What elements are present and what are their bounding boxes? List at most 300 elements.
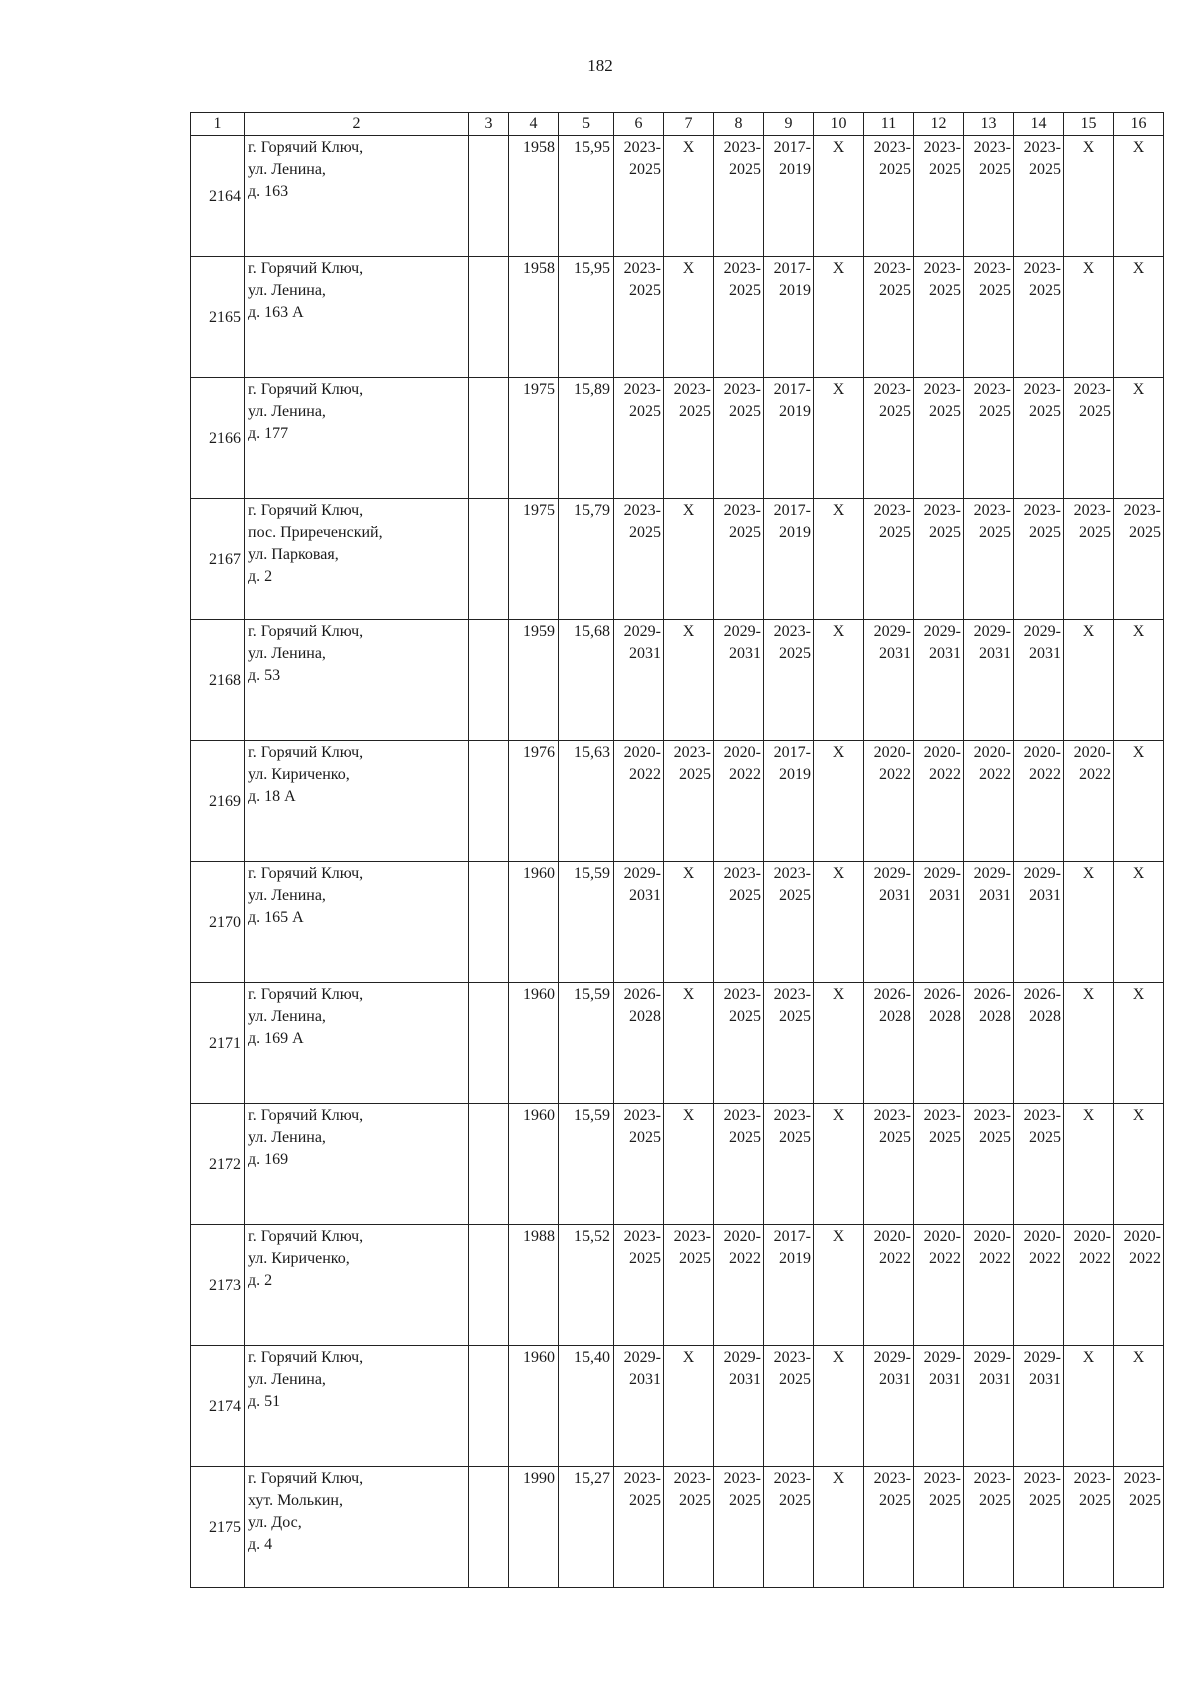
row-number: 2172 [191, 1104, 245, 1225]
period-cell [1114, 1225, 1164, 1346]
address-line: г. Горячий Ключ, [248, 381, 364, 398]
period-cell [764, 136, 814, 257]
period-cell: Х [1064, 620, 1114, 741]
period-cell [714, 1225, 764, 1346]
address-line: д. 2 [248, 1272, 273, 1289]
period-cell: Х [664, 499, 714, 620]
period-cell [964, 1104, 1014, 1225]
period-value: 2029- 2031 [973, 623, 1011, 662]
period-value: 2023- 2025 [623, 1228, 661, 1267]
period-value: 2020- 2022 [923, 1228, 961, 1267]
period-value: 2023- 2025 [1123, 502, 1161, 541]
period-cell [914, 1467, 964, 1588]
period-cell: Х [1064, 862, 1114, 983]
period-cell [914, 620, 964, 741]
address-line: ул. Парковая, [248, 546, 339, 563]
address-cell [245, 499, 469, 620]
period-cell [1014, 1467, 1064, 1588]
table-row [191, 378, 1164, 499]
period-value: 2023- 2025 [623, 139, 661, 178]
area-cell: 15,52 [559, 1225, 614, 1346]
column-3-cell [469, 136, 509, 257]
row-number: 2173 [191, 1225, 245, 1346]
period-value: 2029- 2031 [873, 865, 911, 904]
period-cell [1014, 1346, 1064, 1467]
period-cell [614, 1346, 664, 1467]
period-value: 2023- 2025 [673, 1228, 711, 1267]
address-cell [245, 862, 469, 983]
year-cell: 1960 [509, 862, 559, 983]
period-cell [614, 257, 664, 378]
year-cell: 1960 [509, 983, 559, 1104]
address-line: г. Горячий Ключ, [248, 1107, 364, 1124]
period-cell: Х [814, 499, 864, 620]
period-cell [764, 1346, 814, 1467]
period-value: 2017- 2019 [773, 744, 811, 783]
address-line: ул. Кириченко, [248, 766, 350, 783]
header-cell: 16 [1114, 113, 1164, 136]
header-cell: 2 [245, 113, 469, 136]
period-value: 2029- 2031 [623, 623, 661, 662]
period-cell: Х [1064, 257, 1114, 378]
period-value: 2023- 2025 [1123, 1470, 1161, 1509]
period-cell [714, 741, 764, 862]
period-value: 2023- 2025 [873, 260, 911, 299]
address-line: д. 163 [248, 183, 289, 200]
period-value: 2029- 2031 [923, 1349, 961, 1388]
period-value: 2023- 2025 [973, 1107, 1011, 1146]
period-cell [914, 499, 964, 620]
period-cell [914, 1225, 964, 1346]
area-cell: 15,59 [559, 1104, 614, 1225]
period-cell [714, 1104, 764, 1225]
period-cell [964, 257, 1014, 378]
address-line: г. Горячий Ключ, [248, 1349, 364, 1366]
period-cell [864, 257, 914, 378]
period-value: 2023- 2025 [1073, 1470, 1111, 1509]
period-value: 2023- 2025 [873, 381, 911, 420]
period-value: 2023- 2025 [1023, 260, 1061, 299]
period-cell: Х [664, 136, 714, 257]
address-cell [245, 1467, 469, 1588]
header-cell: 6 [614, 113, 664, 136]
period-cell [964, 741, 1014, 862]
period-value: 2023- 2025 [723, 139, 761, 178]
period-value: 2023- 2025 [773, 623, 811, 662]
period-cell [714, 378, 764, 499]
area-cell: 15,40 [559, 1346, 614, 1467]
period-cell [964, 136, 1014, 257]
period-cell [664, 1467, 714, 1588]
period-value: 2029- 2031 [923, 623, 961, 662]
address-line: хут. Молькин, [248, 1492, 343, 1509]
period-value: 2023- 2025 [773, 865, 811, 904]
period-cell: Х [664, 257, 714, 378]
period-cell: Х [1114, 1104, 1164, 1225]
period-value: 2029- 2031 [873, 623, 911, 662]
period-value: 2026- 2028 [623, 986, 661, 1025]
period-value: 2029- 2031 [623, 1349, 661, 1388]
period-cell [714, 499, 764, 620]
period-cell [764, 1467, 814, 1588]
period-value: 2023- 2025 [673, 744, 711, 783]
area-cell: 15,27 [559, 1467, 614, 1588]
period-cell [1064, 499, 1114, 620]
area-cell: 15,95 [559, 136, 614, 257]
period-value: 2023- 2025 [1023, 139, 1061, 178]
address-line: ул. Ленина, [248, 645, 326, 662]
area-cell: 15,63 [559, 741, 614, 862]
header-cell: 7 [664, 113, 714, 136]
period-cell: Х [814, 1225, 864, 1346]
period-value: 2020- 2022 [623, 744, 661, 783]
period-value: 2017- 2019 [773, 260, 811, 299]
period-cell [664, 1225, 714, 1346]
period-cell [964, 983, 1014, 1104]
period-cell [1014, 983, 1064, 1104]
period-value: 2023- 2025 [623, 1107, 661, 1146]
period-cell: Х [664, 1104, 714, 1225]
period-cell [964, 1225, 1014, 1346]
period-value: 2023- 2025 [973, 260, 1011, 299]
register-table [190, 112, 1164, 1588]
period-cell: Х [814, 257, 864, 378]
year-cell: 1960 [509, 1104, 559, 1225]
header-cell: 5 [559, 113, 614, 136]
period-cell [614, 741, 664, 862]
period-value: 2029- 2031 [1023, 1349, 1061, 1388]
period-cell: Х [814, 983, 864, 1104]
period-value: 2017- 2019 [773, 381, 811, 420]
period-value: 2023- 2025 [1023, 381, 1061, 420]
period-value: 2023- 2025 [673, 1470, 711, 1509]
period-value: 2023- 2025 [1073, 381, 1111, 420]
address-line: г. Горячий Ключ, [248, 623, 364, 640]
period-cell [1064, 1225, 1114, 1346]
period-value: 2020- 2022 [1073, 744, 1111, 783]
address-line: ул. Дос, [248, 1514, 302, 1531]
period-cell: Х [1114, 257, 1164, 378]
period-cell [1014, 257, 1064, 378]
period-cell [764, 741, 814, 862]
row-number: 2166 [191, 378, 245, 499]
period-cell [764, 1104, 814, 1225]
header-cell: 3 [469, 113, 509, 136]
address-line: ул. Ленина, [248, 887, 326, 904]
period-cell [764, 378, 814, 499]
period-cell [864, 741, 914, 862]
period-cell [864, 1225, 914, 1346]
address-line: г. Горячий Ключ, [248, 1470, 364, 1487]
address-line: д. 165 А [248, 909, 304, 926]
period-cell: Х [1114, 862, 1164, 983]
period-cell [864, 499, 914, 620]
period-cell: Х [1114, 983, 1164, 1104]
period-value: 2020- 2022 [873, 744, 911, 783]
period-value: 2023- 2025 [773, 1349, 811, 1388]
period-value: 2023- 2025 [923, 381, 961, 420]
period-value: 2023- 2025 [773, 1470, 811, 1509]
period-value: 2023- 2025 [1023, 1107, 1061, 1146]
address-line: г. Горячий Ключ, [248, 502, 364, 519]
period-cell [864, 136, 914, 257]
address-cell [245, 741, 469, 862]
period-cell [764, 257, 814, 378]
table-row [191, 499, 1164, 620]
table-row [191, 1346, 1164, 1467]
table-row [191, 1104, 1164, 1225]
period-cell [614, 1225, 664, 1346]
table-row [191, 620, 1164, 741]
table-row [191, 1225, 1164, 1346]
period-value: 2020- 2022 [1023, 744, 1061, 783]
address-line: ул. Ленина, [248, 403, 326, 420]
header-cell: 15 [1064, 113, 1114, 136]
period-cell [864, 1346, 914, 1467]
column-3-cell [469, 1467, 509, 1588]
header-cell: 14 [1014, 113, 1064, 136]
column-3-cell [469, 1346, 509, 1467]
period-cell: Х [1114, 378, 1164, 499]
period-cell: Х [814, 378, 864, 499]
table-row [191, 1467, 1164, 1588]
address-cell [245, 1104, 469, 1225]
period-cell [714, 1467, 764, 1588]
header-cell: 12 [914, 113, 964, 136]
column-3-cell [469, 378, 509, 499]
period-value: 2026- 2028 [873, 986, 911, 1025]
column-3-cell [469, 1104, 509, 1225]
area-cell: 15,59 [559, 983, 614, 1104]
period-cell [764, 1225, 814, 1346]
period-cell: Х [814, 1467, 864, 1588]
address-line: д. 2 [248, 568, 273, 585]
period-value: 2023- 2025 [623, 381, 661, 420]
period-value: 2023- 2025 [873, 139, 911, 178]
address-line: ул. Кириченко, [248, 1250, 350, 1267]
period-cell [914, 1104, 964, 1225]
period-value: 2023- 2025 [923, 1107, 961, 1146]
period-value: 2023- 2025 [1073, 502, 1111, 541]
area-cell: 15,59 [559, 862, 614, 983]
period-cell [714, 257, 764, 378]
period-cell [614, 1104, 664, 1225]
period-value: 2023- 2025 [623, 502, 661, 541]
period-value: 2029- 2031 [1023, 623, 1061, 662]
period-cell [914, 136, 964, 257]
period-value: 2026- 2028 [923, 986, 961, 1025]
address-line: г. Горячий Ключ, [248, 744, 364, 761]
period-value: 2017- 2019 [773, 1228, 811, 1267]
period-cell [1014, 499, 1064, 620]
period-cell [964, 620, 1014, 741]
period-cell [614, 983, 664, 1104]
year-cell: 1958 [509, 136, 559, 257]
address-line: д. 51 [248, 1393, 281, 1410]
period-cell [964, 862, 1014, 983]
period-value: 2029- 2031 [873, 1349, 911, 1388]
period-cell: Х [1114, 136, 1164, 257]
column-3-cell [469, 499, 509, 620]
period-cell [1014, 136, 1064, 257]
period-cell: Х [664, 620, 714, 741]
period-value: 2029- 2031 [1023, 865, 1061, 904]
period-cell [714, 862, 764, 983]
address-line: д. 163 А [248, 304, 304, 321]
address-line: пос. Приреченский, [248, 524, 383, 541]
column-3-cell [469, 862, 509, 983]
period-value: 2017- 2019 [773, 502, 811, 541]
period-value: 2023- 2025 [723, 381, 761, 420]
period-cell [614, 136, 664, 257]
period-cell [1064, 378, 1114, 499]
period-cell: Х [814, 741, 864, 862]
period-cell [864, 1104, 914, 1225]
row-number: 2164 [191, 136, 245, 257]
period-cell [664, 741, 714, 862]
period-value: 2023- 2025 [873, 1107, 911, 1146]
period-value: 2023- 2025 [623, 1470, 661, 1509]
period-value: 2020- 2022 [723, 1228, 761, 1267]
header-cell: 10 [814, 113, 864, 136]
period-cell [714, 136, 764, 257]
period-cell [1014, 378, 1064, 499]
area-cell: 15,89 [559, 378, 614, 499]
period-cell: Х [1064, 1104, 1114, 1225]
year-cell: 1990 [509, 1467, 559, 1588]
period-value: 2029- 2031 [723, 1349, 761, 1388]
period-cell [1064, 741, 1114, 862]
period-cell: Х [1064, 1346, 1114, 1467]
period-cell [864, 378, 914, 499]
period-cell [914, 983, 964, 1104]
period-value: 2020- 2022 [723, 744, 761, 783]
period-cell: Х [1114, 741, 1164, 862]
period-cell [864, 1467, 914, 1588]
address-line: г. Горячий Ключ, [248, 1228, 364, 1245]
address-line: ул. Ленина, [248, 1008, 326, 1025]
period-cell [864, 983, 914, 1104]
area-cell: 15,79 [559, 499, 614, 620]
period-value: 2023- 2025 [973, 139, 1011, 178]
period-cell [964, 1467, 1014, 1588]
period-cell [764, 499, 814, 620]
period-cell: Х [1064, 136, 1114, 257]
address-cell [245, 983, 469, 1104]
period-value: 2023- 2025 [973, 502, 1011, 541]
address-line: д. 4 [248, 1536, 273, 1553]
page-number: 182 [587, 56, 613, 75]
period-cell [964, 1346, 1014, 1467]
header-cell: 11 [864, 113, 914, 136]
column-3-cell [469, 1225, 509, 1346]
period-cell [1064, 1467, 1114, 1588]
period-cell [914, 378, 964, 499]
period-cell: Х [664, 983, 714, 1104]
period-cell [714, 1346, 764, 1467]
header-cell: 4 [509, 113, 559, 136]
period-value: 2023- 2025 [623, 260, 661, 299]
period-cell [614, 862, 664, 983]
period-cell [914, 1346, 964, 1467]
period-cell [764, 862, 814, 983]
area-cell: 15,95 [559, 257, 614, 378]
table-row [191, 257, 1164, 378]
period-cell [714, 983, 764, 1104]
address-cell [245, 378, 469, 499]
period-cell [1014, 862, 1064, 983]
period-cell [764, 983, 814, 1104]
period-cell [1014, 741, 1064, 862]
address-line: г. Горячий Ключ, [248, 986, 364, 1003]
period-cell [1014, 620, 1064, 741]
period-value: 2023- 2025 [723, 502, 761, 541]
period-cell [764, 620, 814, 741]
address-line: г. Горячий Ключ, [248, 139, 364, 156]
period-value: 2020- 2022 [1073, 1228, 1111, 1267]
period-value: 2029- 2031 [923, 865, 961, 904]
address-cell [245, 136, 469, 257]
period-cell [914, 862, 964, 983]
period-cell [614, 1467, 664, 1588]
header-cell: 9 [764, 113, 814, 136]
period-value: 2023- 2025 [923, 1470, 961, 1509]
period-value: 2023- 2025 [1023, 502, 1061, 541]
year-cell: 1960 [509, 1346, 559, 1467]
table-row [191, 983, 1164, 1104]
period-value: 2023- 2025 [723, 260, 761, 299]
period-cell [664, 378, 714, 499]
period-value: 2020- 2022 [873, 1228, 911, 1267]
row-number: 2165 [191, 257, 245, 378]
period-value: 2023- 2025 [923, 260, 961, 299]
row-number: 2175 [191, 1467, 245, 1588]
period-value: 2023- 2025 [673, 381, 711, 420]
column-3-cell [469, 983, 509, 1104]
address-cell [245, 257, 469, 378]
address-line: г. Горячий Ключ, [248, 260, 364, 277]
period-value: 2029- 2031 [623, 865, 661, 904]
table-row [191, 741, 1164, 862]
period-cell: Х [814, 1346, 864, 1467]
address-cell [245, 1346, 469, 1467]
period-value: 2023- 2025 [723, 1470, 761, 1509]
period-value: 2023- 2025 [973, 1470, 1011, 1509]
year-cell: 1976 [509, 741, 559, 862]
period-value: 2023- 2025 [723, 986, 761, 1025]
address-line: ул. Ленина, [248, 282, 326, 299]
period-value: 2020- 2022 [973, 744, 1011, 783]
row-number: 2169 [191, 741, 245, 862]
period-cell: Х [664, 1346, 714, 1467]
period-value: 2017- 2019 [773, 139, 811, 178]
header-cell: 8 [714, 113, 764, 136]
period-cell [914, 741, 964, 862]
period-cell: Х [814, 1104, 864, 1225]
address-line: д. 18 А [248, 788, 296, 805]
period-cell: Х [1114, 1346, 1164, 1467]
period-value: 2029- 2031 [973, 1349, 1011, 1388]
row-number: 2171 [191, 983, 245, 1104]
period-value: 2023- 2025 [723, 1107, 761, 1146]
address-line: д. 177 [248, 425, 289, 442]
period-value: 2020- 2022 [973, 1228, 1011, 1267]
period-cell: Х [664, 862, 714, 983]
header-cell: 1 [191, 113, 245, 136]
period-cell [864, 862, 914, 983]
period-value: 2023- 2025 [1023, 1470, 1061, 1509]
period-value: 2026- 2028 [973, 986, 1011, 1025]
